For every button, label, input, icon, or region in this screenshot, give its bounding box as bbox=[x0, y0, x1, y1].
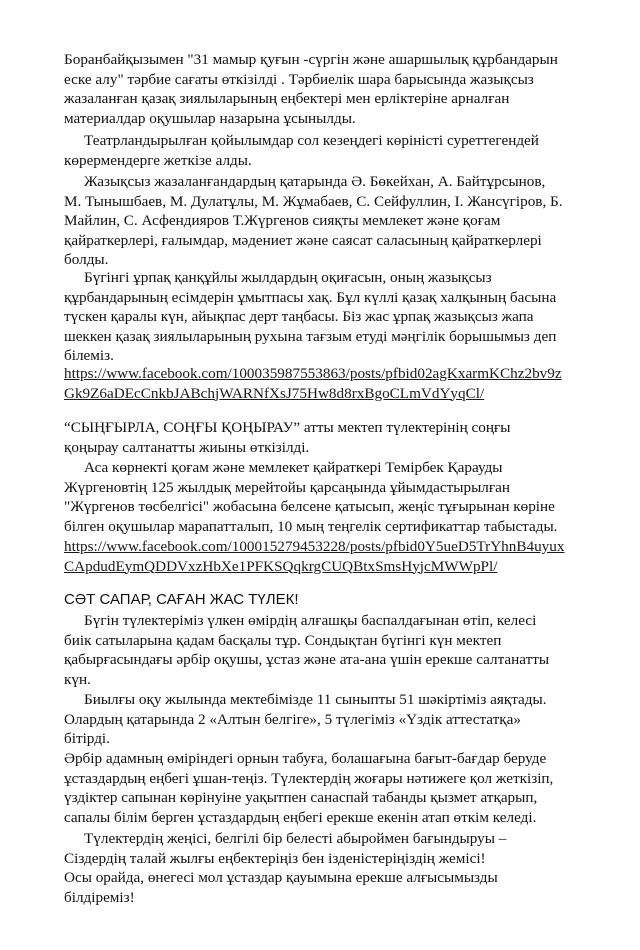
text-line: Биылғы оқу жылында мектебімізде 11 сыныпты 51 шәкіртіміз аяқтады. bbox=[84, 691, 547, 708]
text-line: биік сатыларына қадам басқалы тұр. Сондықтан бүгінгі күн мектеп bbox=[64, 631, 502, 649]
text-line: Бүгін түлектеріміз үлкен өмірдің алғашқы баспалдағынан өтіп, келесі bbox=[84, 612, 537, 629]
paragraph-zhurgenov bbox=[64, 458, 614, 536]
text-line: білген оқушылар марапатталып, 10 мың теңгелік сертификаттар табыстады. bbox=[64, 517, 558, 535]
text-line: еске алу" тәрбие сағаты өткізілді . Тәрбиелік шара барысында жазықсыз bbox=[64, 70, 534, 88]
text-line: Жазықсыз жазаланғандардың қатарында Ә. Бөкейхан, А. Байтұрсынов, bbox=[84, 173, 546, 190]
text-line: Бүгінгі ұрпақ қанқұйлы жылдардың оқиғасын, оның жазықсыз bbox=[84, 269, 492, 286]
text-line: Сіздердің талай жылғы еңбектеріңіз бен ізденістеріңіздің жемісі! bbox=[64, 849, 486, 867]
text-line: Майлин, С. Асфендияров Т.Жүргенов сияқты мемлекет және қоғам bbox=[64, 212, 501, 229]
text-line: Театрландырылған қойылымдар сол кезеңдегі көріністі суреттегендей bbox=[84, 132, 539, 149]
text-line: шеккен қазақ зиялыларының рухына тағзым етуді мәңгілік борышымыз деп bbox=[64, 327, 557, 345]
paragraph-remembrance bbox=[64, 268, 614, 366]
paragraph-event-intro bbox=[64, 50, 614, 128]
text-line: күн. bbox=[64, 670, 91, 688]
text-line: қабырғасындағы әрбір оқушы, ұстаз және ата-ана үшін ерекше салтанатты bbox=[64, 651, 550, 668]
text-line: ұстаздардың еңбегі ұшан-теңіз. Түлектердің жоғары нәтижеге қол жеткізіп, bbox=[64, 769, 554, 787]
text-line: болды. bbox=[64, 251, 109, 268]
paragraph-theatre bbox=[64, 131, 614, 170]
paragraph-school-year bbox=[64, 690, 614, 749]
text-line: Боранбайқызымен "31 мамыр қуғын -сүргін және ашаршылық құрбандарын bbox=[64, 51, 558, 68]
link-line[interactable]: Gk9Z6aDEcCnkbJABchjWARNfXsJ75Hw8d8rxBgoCLmVdYyqCl/ bbox=[64, 384, 485, 402]
text-line: Жүргеновтің 125 жылдық мерейтойы қарсаңында ұйымдастырылған bbox=[64, 478, 510, 496]
text-line: қайраткерлері, ғалымдар, мәдениет және саясат саласының қайраткерлері bbox=[64, 231, 542, 249]
text-line: үздіктер сапынан көрінуіне уақытпен санаспай табанды қызмет атқарып, bbox=[64, 789, 538, 806]
text-line: Әрбір адамның өміріндегі орнын табуға, болашағына бағыт-бағдар беруде bbox=[64, 750, 547, 767]
text-line: сапалы білім берген ұстаздардың еңбегі ерекше екенін атап өткім келеді. bbox=[64, 808, 537, 826]
text-line: құрбандарының есімдерін ұмытпасы хақ. Бұл күллі қазақ халқының басына bbox=[64, 288, 557, 306]
section-heading-farewell bbox=[64, 590, 614, 610]
paragraph-gratitude bbox=[64, 829, 614, 907]
text-line: Олардың қатарында 2 «Алтын белгіге», 5 түлегіміз «Үздік аттестатқа» bbox=[64, 710, 521, 728]
text-line: білдіреміз! bbox=[64, 888, 135, 906]
text-line: қоңырау салтанатты жиыны өткізілді. bbox=[64, 438, 310, 456]
link-line[interactable]: https://www.facebook.com/100015279453228/posts/pfbid0Y5ueD5TrYhnB4uyux bbox=[64, 538, 565, 555]
paragraph-graduates bbox=[64, 611, 614, 689]
paragraph-victims bbox=[64, 172, 614, 270]
link-line[interactable]: https://www.facebook.com/100035987553863/posts/pfbid02agKxarmKChz2bv9z bbox=[64, 365, 562, 382]
text-line: Аса көрнекті қоғам және мемлекет қайраткері Темірбек Қарауды bbox=[84, 459, 503, 476]
text-line: Осы орайда, өнегесі мол ұстаздар қауымына ерекше алғысымызды bbox=[64, 869, 498, 886]
text-line: материалдар оқушылар назарына ұсынылды. bbox=[64, 109, 356, 127]
text-line: М. Тынышбаев, М. Дулатұлы, М. Жұмабаев, С. Сейфуллин, І. Жансүгіров, Б. bbox=[64, 192, 563, 210]
text-line: білеміз. bbox=[64, 347, 114, 364]
link-line[interactable]: CApdudEymQDDVxzHbXe1PFKSQqkrgCUQBtxSmsHyjcMWWpPl/ bbox=[64, 557, 498, 575]
facebook-link-2[interactable] bbox=[64, 537, 614, 576]
text-line: “СЫҢҒЫРЛА, СОҢҒЫ ҚОҢЫРАУ” атты мектеп түлектерінің соңғы bbox=[64, 419, 511, 436]
text-line: түскен қаралы күн, айықпас дерт таңбасы. Біз жас ұрпақ жазықсыз жапа bbox=[64, 308, 534, 325]
text-line: көрермендерге жеткізе алды. bbox=[64, 151, 252, 169]
text-line: жазаланған қазақ зиялыларының еңбектері мен ерліктеріне арналған bbox=[64, 90, 510, 107]
paragraph-last-bell-heading bbox=[64, 418, 614, 457]
text-line: бітірді. bbox=[64, 730, 110, 747]
heading-line: СӘТ САПАР, САҒАН ЖАС ТҮЛЕК! bbox=[64, 591, 299, 608]
facebook-link-1[interactable] bbox=[64, 364, 614, 403]
text-line: Түлектердің жеңісі, белгілі бір белесті абыроймен бағындыруы – bbox=[84, 830, 507, 847]
paragraph-teachers bbox=[64, 749, 614, 827]
text-line: "Жүргенов төсбелгісі" жобасына белсене қатысып, жеңіс тұғырынан көріне bbox=[64, 498, 555, 515]
